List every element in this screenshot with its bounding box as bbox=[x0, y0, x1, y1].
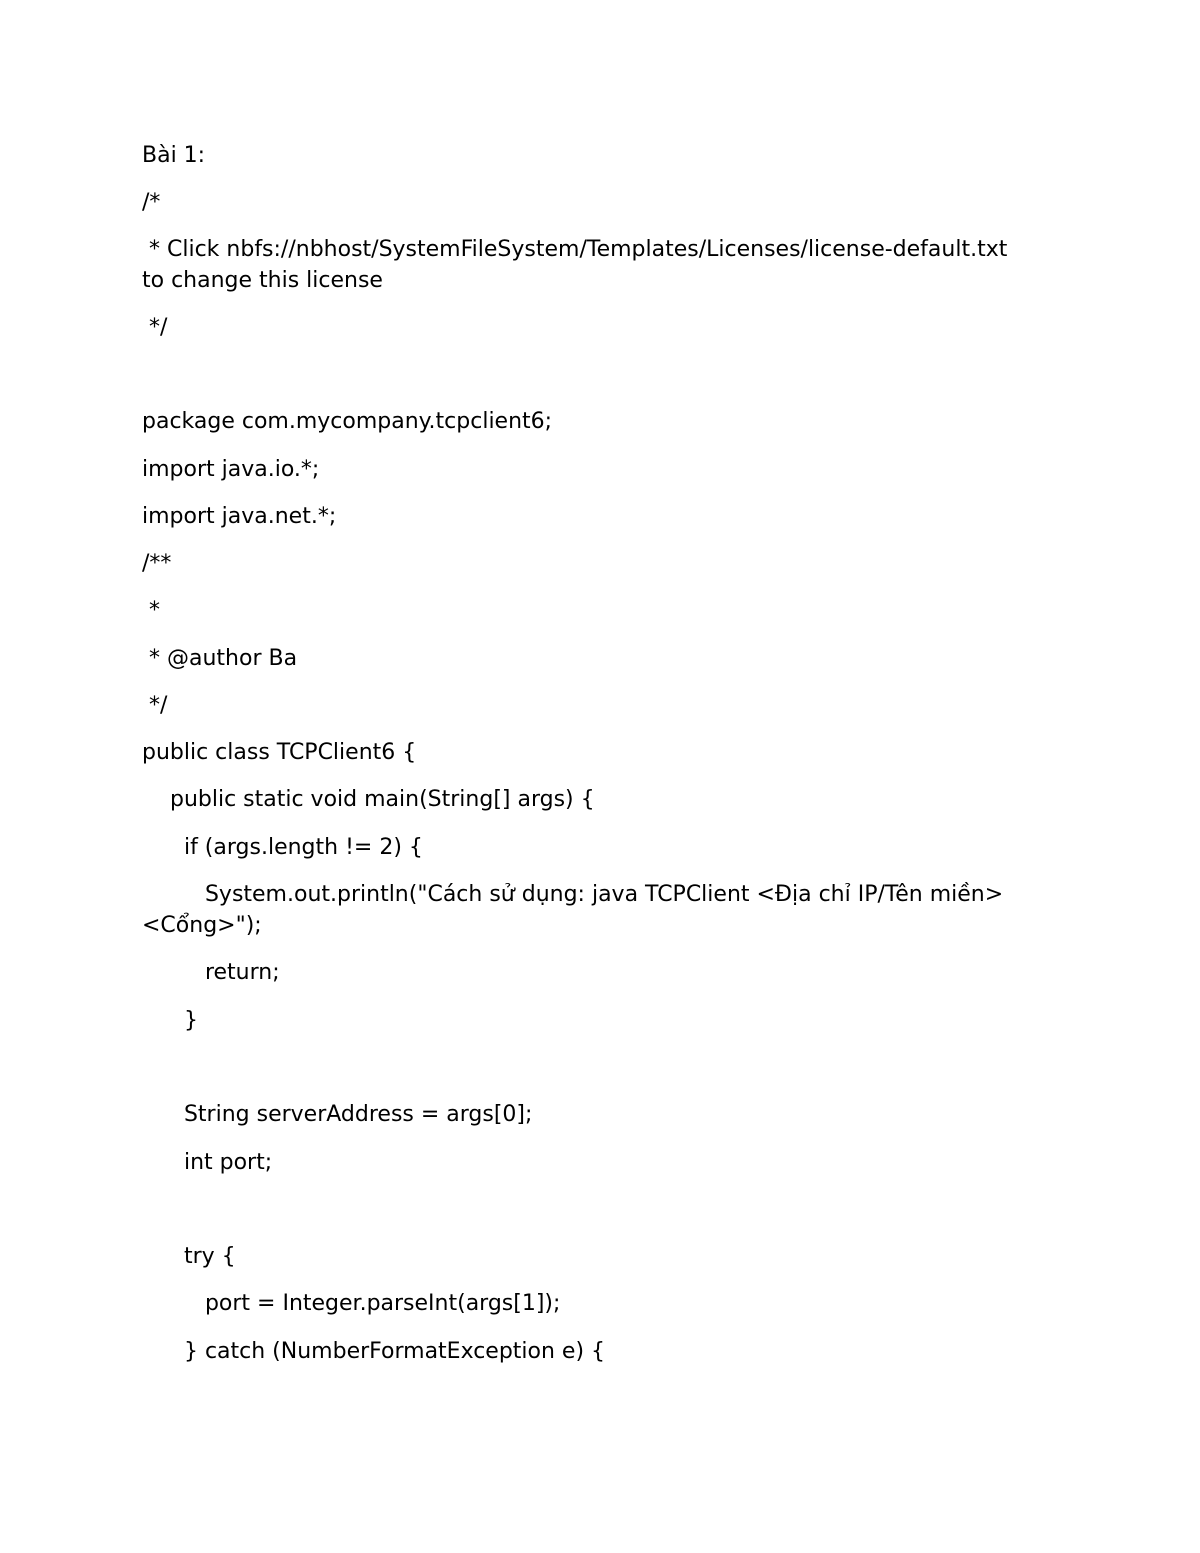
code-line: return; bbox=[142, 960, 280, 985]
code-line: try { bbox=[142, 1244, 236, 1269]
code-line: * bbox=[142, 598, 160, 623]
code-line: * Click nbfs://nbhost/SystemFileSystem/Templates/Licenses/license-default.txt to change this license bbox=[142, 237, 1015, 293]
code-line: if (args.length != 2) { bbox=[142, 835, 423, 860]
code-line: } bbox=[142, 1008, 198, 1033]
code-line: * @author Ba bbox=[142, 646, 298, 671]
code-line: port = Integer.parseInt(args[1]); bbox=[142, 1291, 561, 1316]
code-line: */ bbox=[142, 315, 168, 340]
code-line: public static void main(String[] args) { bbox=[142, 787, 595, 812]
code-line: import java.io.*; bbox=[142, 457, 320, 482]
code-line: */ bbox=[142, 693, 168, 718]
heading: Bài 1: bbox=[142, 143, 206, 168]
code-line: } catch (NumberFormatException e) { bbox=[142, 1339, 606, 1364]
code-line: /** bbox=[142, 551, 172, 576]
code-line: import java.net.*; bbox=[142, 504, 337, 529]
code-line: int port; bbox=[142, 1150, 273, 1175]
code-line: System.out.println("Cách sử dụng: java TCPClient <Địa chỉ IP/Tên miền> <Cổng>"); bbox=[142, 882, 1011, 938]
code-line: package com.mycompany.tcpclient6; bbox=[142, 409, 553, 434]
code-line: public class TCPClient6 { bbox=[142, 740, 417, 765]
code-line: String serverAddress = args[0]; bbox=[142, 1102, 533, 1127]
code-line: /* bbox=[142, 190, 161, 215]
